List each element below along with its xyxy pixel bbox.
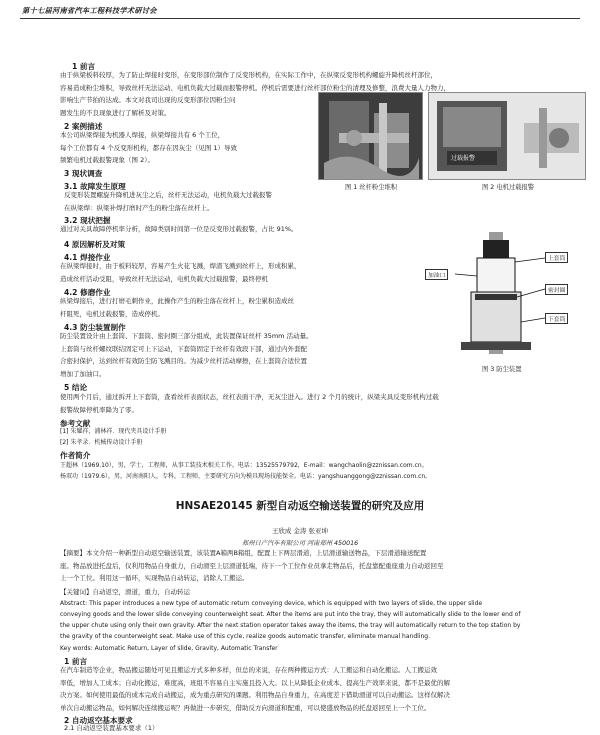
figure-2-photo — [428, 92, 586, 180]
text-line: the upper chute using only their own gravity. After the next station operator takes away the items, the tray will automatically return to the top station by — [60, 622, 521, 629]
text-line: 造成丝杆活动受阻，导致丝杆无法运动，电机负载大过载报警，最终停机 — [60, 274, 268, 283]
section-heading: 5 结论 — [64, 383, 88, 392]
text-line: 报警故障停机率降为了零。 — [60, 405, 138, 414]
text-line: 决方案。如何使用最低的成本完成自动搬运，成为重点研究的课题。利用物品自身重力，在高度差下借助滑道可以自动搬运。这样仅解决 — [60, 691, 450, 700]
text-line: 上套筒与丝杆螺纹联结固定可上下运动，下套筒固定于丝杆有效段下部，通过内外套配 — [60, 344, 307, 353]
text-line: 使用两个月后，通过拆开上下套筒，查看丝杆表面状态，丝杠表面干净，无灰尘进入。进行 2 个月的统计，纵梁夹具反变形机构过载 — [60, 393, 439, 401]
paragraph-principle — [64, 189, 394, 214]
bio-heading: 作者简介 — [60, 451, 91, 460]
figure-1-caption: 图 1 丝杆粉尘堆积 — [345, 184, 398, 191]
text-line: 合密封保护，达到丝杆有效防尘防飞溅目的。为减少丝杆活动摩擦，在上套筒合适位置 — [60, 357, 307, 366]
paragraph-welding — [60, 260, 420, 285]
text-line: 本公司纵梁焊接为机器人焊接，纵梁焊接共有 6 个工位， — [60, 131, 225, 139]
subsection-heading: 3.2 现状把握 — [64, 216, 111, 225]
text-line: 通过对关具故障停机率分析，故障类别时间第一位是反变形过载报警，占比 91%。 — [60, 225, 298, 233]
text-line: conveying goods and the lower slide conveying counterweight seat. After the items are put into the tray, they will automatically slide to the lower end of — [60, 611, 521, 618]
reference-item: [2] 朱孝录．机械传动设计手册 — [60, 439, 143, 446]
label-seal-ring: 密封圈 — [545, 284, 568, 295]
text-line: 【关键词】自动返空，滑道，重力，自动转运 — [60, 588, 190, 596]
section-heading: 3 现状调查 — [64, 169, 103, 178]
subsection-heading: 4.1 焊接作业 — [64, 253, 111, 262]
label-lower-sleeve: 下套筒 — [545, 313, 568, 324]
section-heading: 1 前言 — [72, 62, 96, 71]
paragraph-grinding — [60, 295, 420, 320]
text-line: the gravity of the counterweight seat. Make use of this cycle, realize goods automatic transfer, eliminate manual handling. — [60, 633, 430, 640]
text-line: 上一个工位。利用这一循环，实现物品自动转运，消除人工搬运。 — [60, 574, 249, 583]
figure-2-caption: 图 2 电机过载报警 — [482, 184, 535, 191]
section-heading: 1 前言 — [64, 657, 88, 666]
abstract-en — [60, 598, 592, 642]
text-line: 反变形装置螺旋升降机进灰尘之后，丝杆无法运动，电机负载大过载报警 — [64, 191, 272, 199]
figure-3-caption: 图 3 防尘装置 — [482, 366, 522, 373]
paper-authors: 王欣成 金涛 张亚坤 — [271, 527, 329, 535]
text-line: 纵梁焊接后，进行打磨毛刺作业，此操作产生的粉尘落在丝杆上，粉尘累积造成丝 — [60, 297, 294, 305]
section-heading: 4 原因解析及对策 — [64, 240, 126, 249]
seal-ring — [475, 294, 517, 300]
section-heading: 2 自动返空基本要求 — [64, 716, 133, 725]
paragraph-intro-2 — [60, 664, 592, 714]
top-nut — [483, 240, 509, 258]
dust-screw-illustration — [319, 93, 422, 179]
text-line: 在汽车制造等企业，物品搬运随处可见且搬运方式多种多样，但总的来说，存在两种搬运方式：人工搬运和自动化搬运。人工搬运效 — [60, 666, 437, 674]
label-upper-sleeve: 上套筒 — [545, 252, 568, 263]
label-oil-port: 加油口 — [425, 269, 448, 280]
figure-3-diagram — [425, 232, 587, 354]
text-line: 防尘装置设计由上套筒、下套筒、密封圈三部分组成，此装置保证丝杆 35mm 活动量。 — [60, 332, 313, 340]
keywords-cn — [60, 586, 592, 599]
text-line: 2.1 自动返空装置基本要求（1） — [64, 724, 159, 732]
text-line: 影响生产节拍的达成。本文对我司出现的反变形部位因粉尘问 — [60, 96, 236, 105]
author-bios — [60, 460, 595, 482]
paper-affiliation: 郑州日产汽车有限公司 河南郑州 450016 — [241, 540, 359, 547]
text-line: 【摘要】本文介绍一种新型自动返空输送装置，该装置A箱两B箱组，配置上下两层滑道，上层滑道输送物品，下层滑道输送配置 — [60, 549, 427, 557]
text-line: 在纵梁焊接时，由于板料较厚，容易产生火花飞溅，焊渣飞溅到丝杆上，形成积累， — [60, 262, 301, 270]
text-line: 杆阻死，电机过载报警，造成停机。 — [60, 309, 164, 318]
subsection-heading: 4.2 修磨作业 — [64, 288, 111, 297]
author-bio: 王超林（1969.10），男，学士，工程师，从事工装技术相关工作。电话：13525579792，E-mail：wangchaolin@zznissan.com.cn。 — [60, 462, 428, 469]
text-line: Key words: Automatic Return, Layer of slide, Gravity, Automatic Transfer — [60, 645, 278, 652]
section-heading: 2 案例描述 — [64, 122, 103, 131]
paragraph-dustproof — [60, 330, 422, 380]
references-list — [60, 426, 360, 448]
alarm-screen-illustration — [429, 93, 585, 179]
text-line: 每个工位都有 4 个反变形机构，都存在因灰尘（见图 1）导致 — [60, 143, 237, 152]
keywords-en — [60, 643, 592, 654]
base-plate — [461, 342, 531, 350]
text-line: 单次自动搬运物品，如何解决连续搬运呢？再做进一步研究，借助反方向滑道和配重，可以使盛放物品的托盘返回至上一个工位。 — [60, 703, 431, 712]
text-line: 频繁电机过载报警现象（图 2）。 — [60, 156, 154, 165]
author-bio: 杨双功（1979.6），男，河南南阳人，专科，工程师，主要研究方向为模具现场技能保全。电话：yangshuanggong@zznissan.com.cn。 — [60, 473, 432, 480]
text-line: Abstract: This paper introduces a new type of automatic return conveying device, which is equipped with two layers of slide, the upper slide — [60, 600, 483, 607]
subsection-heading: 3.1 故障发生原理 — [64, 182, 126, 191]
text-line: 在纵梁焊：纵梁补焊打磨时产生的粉尘落在丝杆上。 — [64, 203, 214, 212]
paragraph-case — [60, 129, 315, 167]
text-line: 率低，增加人工成本；自动化搬运，难度高，班组不容易自主实施且投入大。以上从降低企业成本、提高生产效率来说，都不是最优的解 — [60, 678, 450, 687]
references-heading: 参考文献 — [60, 419, 91, 428]
paper-title: HNSAE20145 新型自动返空输送装置的研究及应用 — [175, 500, 425, 512]
paragraph-requirements — [64, 722, 364, 735]
abstract-cn — [60, 547, 592, 585]
paragraph-conclusion — [60, 391, 590, 416]
subsection-heading: 4.3 防尘装置制作 — [64, 323, 126, 332]
reference-item: [1] 朱耀祥，浦林祥．现代夹具设计手册 — [60, 428, 167, 435]
running-head: 第十七届河南省汽车工程科技学术研讨会 — [22, 6, 157, 15]
text-line: 题发生的不良现象进行了解析及对策。 — [60, 108, 171, 117]
text-line: 增加了加油口。 — [60, 369, 106, 378]
text-line: 由于纵梁板料较厚，为了防止焊接时变形，在变形部位制作了反变形机构，在实际工作中，在纵梁反变形机构螺旋升降机丝杆部位， — [60, 71, 437, 79]
text-line: 容易造成粉尘堆积，导致丝杆无法运动、电机负载大过载而报警停机。停机后需要进行丝杆部位粉尘的清理及修整，浪费大量人力物力， — [60, 83, 450, 92]
text-line: 座。物品放进托盘后，仅利用物品自身重力，自动滑至上层滑道低端，待下一个工位作业员拿走物品后，托盘靠配重座重力自动返回至 — [60, 561, 444, 570]
figure-2-inner-label: 过载报警 — [451, 155, 476, 162]
header-rule — [20, 18, 580, 19]
figure-1-photo — [318, 92, 423, 180]
paragraph-status — [60, 223, 400, 236]
